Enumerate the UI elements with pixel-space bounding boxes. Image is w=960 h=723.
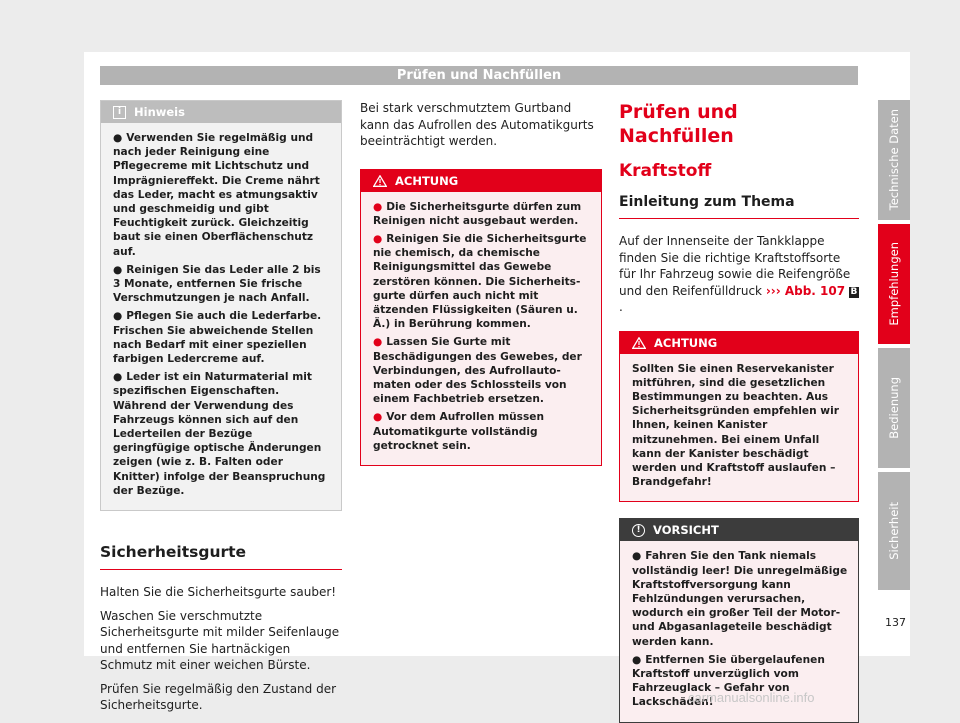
figure-letter-badge: B: [850, 286, 858, 297]
chapter-title: Prüfen und Nachfüllen: [619, 101, 738, 147]
right-column: [619, 100, 859, 723]
tab-sicherheit[interactable]: Sicherheit: [878, 472, 910, 590]
intro-paragraph: Bei stark verschmutztem Gurtband kann das Aufrollen des Automatikgurts beeinträchtigt werden.: [360, 101, 594, 148]
warning-icon: [632, 337, 646, 349]
warning-header: [361, 170, 601, 192]
tab-technische-daten[interactable]: Technische Daten: [878, 100, 910, 220]
warning-item: ● Lassen Sie Gurte mit Beschädigungen des Gewebes, der Verbindungen, des Aufrollautomaten oder des Schlossteils von einem Fachbetrieb ersetzen.: [373, 336, 582, 406]
hint-header: [101, 101, 341, 123]
hint-item: ● Pflegen Sie auch die Lederfarbe. Frischen Sie abweichende Stellen nach Bedarf mit einer speziellen farbigen Ledercreme auf.: [113, 310, 322, 366]
warning-body: [620, 354, 858, 502]
hint-title: Hinweis: [134, 105, 185, 119]
warning-box: [360, 169, 602, 466]
hint-box: [100, 100, 342, 511]
info-icon: i: [113, 106, 126, 119]
warning-title: ACHTUNG: [654, 335, 718, 350]
hint-body: [101, 123, 341, 510]
chapter-subtitle: Kraftstoff: [619, 161, 712, 181]
section-title-sicherheitsgurte: Sicherheitsgurte: [100, 543, 342, 570]
caution-title: VORSICHT: [653, 523, 719, 538]
exclamation-icon: !: [632, 524, 645, 537]
hint-item: ● Verwenden Sie regelmäßig und nach jeder Reinigung eine Pflegecreme mit Lichtschutz und Imprägniereffekt. Die Creme nährt das Leder, macht es atmungsaktiv und geschmeidig und gibt Feuchtigkeit zurück. Gleichzeitig baut sie einen Oberflächenschutz auf.: [113, 132, 320, 258]
warning-box: [619, 331, 859, 503]
paragraph: Prüfen Sie regelmäßig den Zustand der Sicherheitsgurte.: [100, 681, 337, 713]
caution-header: [620, 519, 858, 541]
warning-item: ● Die Sicherheitsgurte dürfen zum Reinigen nicht ausgebaut werden.: [373, 200, 582, 227]
section-title-einleitung: Einleitung zum Thema: [619, 194, 859, 219]
caution-item: ● Fahren Sie den Tank niemals vollständig leer! Die unregelmäßige Kraftstoffversorgung kann Fehlzündungen verursachen, wodurch ein großer Teil der Motor- und Abgasanlageteile beschädigt werden kann.: [632, 550, 848, 648]
left-column: [100, 100, 342, 721]
warning-title: ACHTUNG: [395, 173, 459, 188]
paragraph: Halten Sie die Sicherheitsgurte sauber!: [100, 585, 337, 600]
hint-item: ● Reinigen Sie das Leder alle 2 bis 3 Monate, entfernen Sie frische Verschmutzungen je nach Anfall.: [113, 263, 321, 305]
warning-text: Sollten Sie einen Reservekanister mitführen, sind die gesetzlichen Bestimmungen zu beachten. Aus Sicherheitsgründen empfehlen wir Ihnen, keinen Kanister mitzunehmen. Bei einem Unfall kann der Kanister beschädigt werden und Kraftstoff auslaufen – Brandgefahr!: [632, 362, 839, 489]
figure-link[interactable]: ››› Abb. 107: [765, 283, 846, 298]
warning-body: [361, 192, 601, 465]
middle-column: [360, 100, 602, 466]
warning-item: ● Reinigen Sie die Sicherheitsgurte nie chemisch, da chemische Reinigungsmittel das Gewebe zerstören können. Die Sicherheitsgurte dürfen auch nicht mit ätzenden Flüssigkeiten (Säuren u. Ä.) in Berührung kommen.: [373, 232, 587, 331]
warning-item: ● Vor dem Aufrollen müssen Automatikgurte vollständig getrocknet sein.: [373, 411, 545, 452]
running-header: Prüfen und Nachfüllen: [100, 66, 858, 85]
intro-paragraph: Auf der Innenseite der Tankklappe finden Sie die richtige Kraftstoffsorte für Ihr Fahrzeug sowie die Reifengröße und den Reifenfülldruck ››› Abb. 107 B.: [619, 234, 858, 314]
hint-item: ● Leder ist ein Naturmaterial mit spezifischen Eigenschaften. Während der Verwendung des Fahrzeugs können sich auf den Lederteilen der Bezüge geringfügige optische Änderungen zeigen (wie z. B. Falten oder Knitter) infolge der Beanspruchung der Bezüge.: [113, 371, 326, 497]
tab-bedienung[interactable]: Bedienung: [878, 348, 910, 468]
page-number: 137: [885, 616, 906, 629]
paragraph: Waschen Sie verschmutzte Sicherheitsgurte mit milder Seifenlauge und entfernen Sie hartnäckigen Schmutz mit einer weichen Bürste.: [100, 608, 340, 673]
tab-empfehlungen[interactable]: Empfehlungen: [878, 224, 910, 344]
warning-icon: [373, 175, 387, 187]
warning-header: [620, 332, 858, 354]
watermark: carmanualsonline.info: [688, 690, 815, 705]
caution-item: ● Entfernen Sie übergelaufenen Kraftstoff unverzüglich vom Fahrzeuglack – Gefahr von Lackschäden!: [632, 653, 825, 709]
